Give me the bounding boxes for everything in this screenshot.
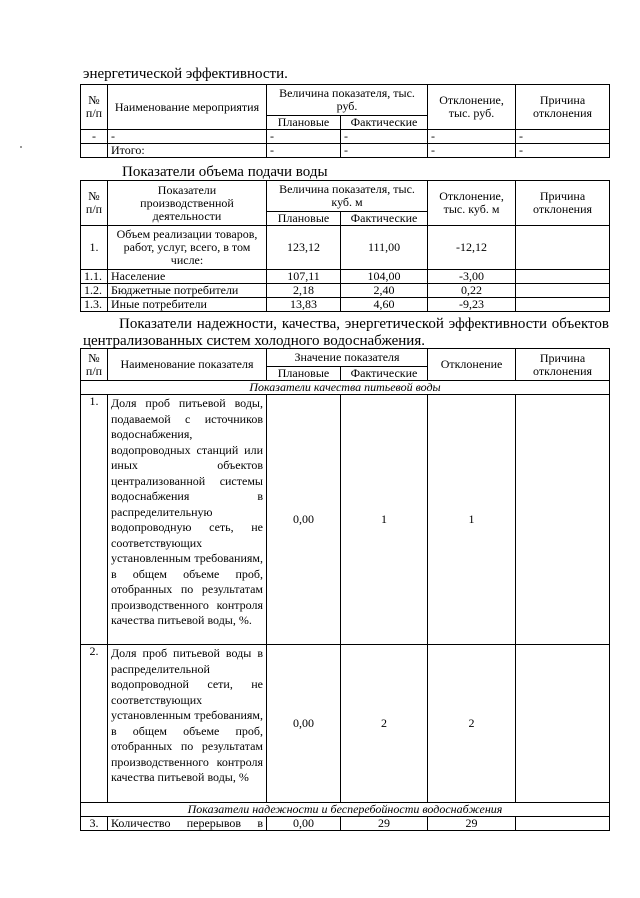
col-header-value: Величина показателя, тыс. куб. м: [267, 181, 428, 212]
reliability-table: [80, 348, 610, 831]
col-header-deviation: Отклонение: [428, 349, 516, 381]
col-header-actual: Фактические: [341, 367, 428, 381]
col-header-num: № п/п: [81, 181, 108, 226]
col-header-planned: Плановые: [267, 212, 341, 226]
measures-table: [80, 84, 610, 158]
col-header-num: № п/п: [81, 85, 108, 130]
col-header-num: № п/п: [81, 349, 108, 381]
table-row: 2. Доля проб питьевой воды в распределительной водопроводной сети, не соответствующих установленным требованиям, в общем объеме проб, отобранных по результатам производственного контроля качества питьевой воды, % 0,00 2 2: [81, 645, 610, 803]
col-header-name: Наименование показателя: [108, 349, 267, 381]
col-header-actual: Фактические: [341, 116, 428, 130]
col-header-reason: Причина отклонения: [516, 85, 610, 130]
table-row: 3. Количество перерывов в 0,00 29 29: [81, 817, 610, 831]
col-header-name: Показатели производственной деятельности: [108, 181, 267, 226]
table-row: 1.2. Бюджетные потребители 2,18 2,40 0,22: [81, 284, 610, 298]
section-title-reliability: Показатели надежности, качества, энергетической эффективности объектов централизованных систем холодного водоснабжения.: [83, 316, 609, 349]
group-header-reliability: Показатели надежности и бесперебойности водоснабжения: [81, 803, 610, 817]
col-header-reason: Причина отклонения: [516, 349, 610, 381]
table-row: - - - - - -: [81, 130, 610, 144]
intro-line: энергетической эффективности.: [83, 66, 288, 82]
col-header-planned: Плановые: [267, 116, 341, 130]
table-row-total: Итого: - - - -: [81, 144, 610, 158]
table-row: 1. Объем реализации товаров, работ, услуг, всего, в том числе: 123,12 111,00 -12,12: [81, 226, 610, 270]
col-header-name: Наименование мероприятия: [108, 85, 267, 130]
table-row: 1. Доля проб питьевой воды, подаваемой с источников водоснабжения, водопроводных станций или иных объектов централизованной системы водоснабжения в распределительную водопроводную сеть, не соответствующих установленным требованиям, в общем объеме проб, отобранных по результатам производственного контроля качества питьевой воды, %. 0,00 1 1: [81, 395, 610, 645]
col-header-value: Величина показателя, тыс. руб.: [267, 85, 428, 116]
water-volume-table: [80, 180, 610, 312]
group-header-quality: Показатели качества питьевой воды: [81, 381, 610, 395]
col-header-planned: Плановые: [267, 367, 341, 381]
col-header-deviation: Отклонение, тыс. куб. м: [428, 181, 516, 226]
table-row: 1.1. Население 107,11 104,00 -3,00: [81, 270, 610, 284]
section-title-water-volume: Показатели объема подачи воды: [122, 164, 328, 180]
col-header-deviation: Отклонение, тыс. руб.: [428, 85, 516, 130]
col-header-value: Значение показателя: [267, 349, 428, 367]
col-header-actual: Фактические: [341, 212, 428, 226]
col-header-reason: Причина отклонения: [516, 181, 610, 226]
scan-speck: [20, 146, 22, 148]
table-row: 1.3. Иные потребители 13,83 4,60 -9,23: [81, 298, 610, 312]
